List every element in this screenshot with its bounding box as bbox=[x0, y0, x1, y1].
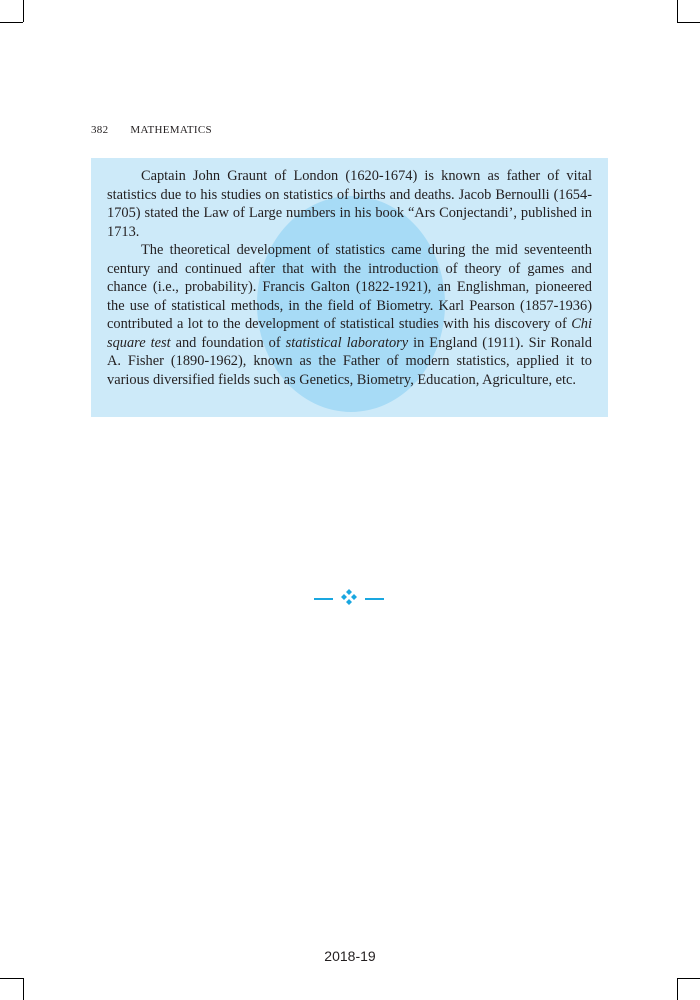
paragraph-2-part-1: The theoretical development of statistics came during the mid seventeenth century and continued after that with the introduction of theory of games and chance (i.e., probability). Francis Galton (1822-1921), an Englishman, pioneered the use of statistical methods, in the field of Biometry. Karl Pearson (1857-1936) contributed a lot to the development of statistical studies with his discovery of bbox=[107, 242, 592, 332]
header-title: MATHEMATICS bbox=[130, 124, 212, 136]
ornament-dash-left bbox=[314, 598, 333, 600]
crop-mark-bottom-right-v bbox=[677, 978, 678, 1000]
diamond-ornament-icon bbox=[341, 589, 357, 610]
crop-mark-bottom-right-h bbox=[677, 978, 700, 979]
chi-square-term: Chi square test bbox=[107, 316, 592, 351]
ornament-dash-right bbox=[365, 598, 384, 600]
page-number: 382 bbox=[91, 124, 109, 136]
diamond-cluster-icon bbox=[341, 589, 357, 605]
statistical-laboratory-term: statistical laboratory bbox=[285, 334, 409, 351]
paragraph-2-part-2: and foundation of bbox=[170, 334, 286, 351]
paragraph-2-part-3: in England (1911). Sir Ronald A. Fisher (1890-1962), known as the Father of modern statistics, applied it to various diversified fields such as Genetics, Biometry, Education, Agriculture, etc. bbox=[107, 334, 592, 388]
running-header bbox=[91, 124, 212, 136]
paragraph-1: Captain John Graunt of London (1620-1674) is known as father of vital statistics due to his studies on statistics of births and deaths. Jacob Bernoulli (1654-1705) stated the Law of Large numbers in his book “Ars Conjectandi’, published in 1713. bbox=[107, 168, 592, 240]
paragraph-2 bbox=[107, 241, 592, 389]
crop-mark-top-right-v bbox=[677, 0, 678, 22]
footer-year: 2018-19 bbox=[324, 948, 376, 964]
crop-mark-top-left-h bbox=[0, 22, 23, 23]
crop-mark-bottom-left-h bbox=[0, 978, 23, 979]
history-box bbox=[91, 158, 608, 417]
section-end-ornament bbox=[314, 589, 384, 609]
crop-mark-bottom-left-v bbox=[23, 978, 24, 1000]
crop-mark-top-right-h bbox=[677, 22, 700, 23]
box-text bbox=[107, 167, 592, 389]
crop-mark-top-left-v bbox=[23, 0, 24, 22]
